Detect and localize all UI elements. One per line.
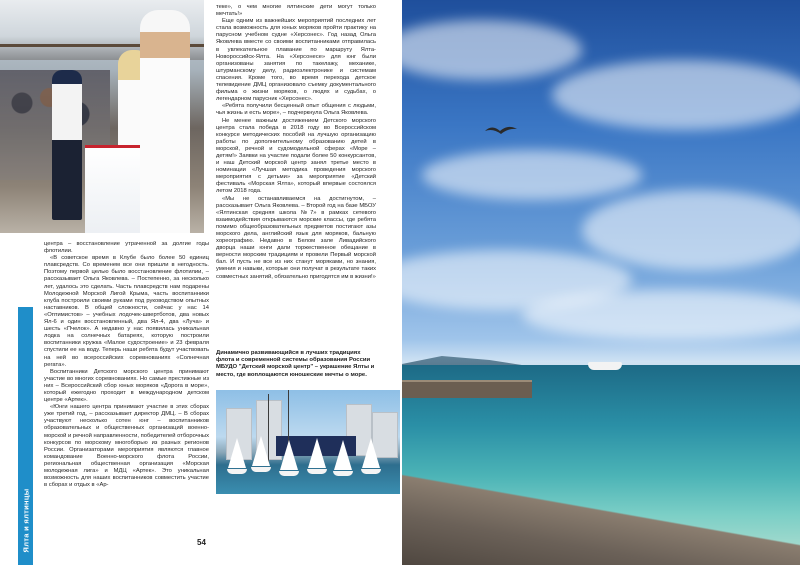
paragraph: Воспитанники Детского морского центра принимают участие во многих соревнованиях. Но самые престижные из них – Всероссийский сбор юных моряков «Дорога в море», который ежегодно проходит в международном детском центре «Артек». (44, 368, 209, 404)
sail-shape (252, 436, 270, 466)
cloud (522, 290, 800, 340)
boat-hull (307, 469, 327, 474)
section-label-text: Ялта и ялтинцы (21, 488, 31, 553)
naval-officer-figure (140, 10, 190, 233)
pebble-shore (402, 470, 800, 565)
paragraph: теке», о чем многие ялтинские дети могут только мечтать!» (216, 4, 376, 18)
paragraph: центра – восстановление утраченной за долгие годы флотилии. (44, 241, 209, 255)
seagull-icon (484, 123, 518, 137)
boat-hull (361, 469, 381, 474)
sail-shape (228, 438, 246, 468)
photo-caption: Динамично развивающийся в лучших традициях флота и современной системы образования России МБУДО "Детский морской центр" – украшение Ялты и место, где воплощаются юношеские мечты о море. (216, 350, 375, 378)
boat-hull (251, 467, 271, 472)
page-number: 54 (197, 538, 206, 547)
paragraph: «Мы не останавливаемся на достигнутом, – рассказывает Ольга Яковлева. – Второй год на базе МБОУ «Ялтинская средняя школа №7» в рамках сетевого взаимодействия открываются морские классы, где ребята помимо общеобразовательных предметов постигают азы морского дела, английский язык для моряков, бальную хореографию. Недавно в Белом зале Ливадийского дворца наши юнги дали торжественное обещание в верности морским традициям и провели Первый морской бал. И пусть не все из них станут моряками, но знания, умения и навыки, которые они получат в результате таких совместных занятий, обязательно пригодятся им в жизни!» (216, 195, 376, 280)
sail-shape (308, 438, 326, 468)
paragraph: «Ребята получили бесценный опыт общения с людьми, чья жизнь и есть море», – подчеркнула Ольга Яковлева. (216, 103, 376, 117)
ceremony-photo (0, 0, 204, 233)
distant-ship (588, 362, 622, 370)
seascape-photo (402, 0, 800, 565)
sail-shape (334, 440, 352, 470)
boy-in-uniform-figure (52, 70, 82, 220)
cloud (552, 60, 800, 130)
text-column-1 (44, 241, 209, 546)
paragraph: «Юнги нашего центра принимают участие в этих сборах уже третий год, – рассказывает директор ДМЦ. – В сборах участвуют несколько сотен юнг – воспитанников образовательных и общественных организаций военно-морской и речной направленности, победителей отборочных конкурсов по морскому многоборью из разных регионов России. Организаторами мероприятия являются главное командование Военно-морского флота России, региональная общественная организация «Морская молодежная лига» и МДЦ «Артек». Это уникальная возможность для наших воспитанников совместить участие в сборах и отдых в «Ар- (44, 404, 209, 489)
cloud (422, 150, 642, 200)
sailboats-photo (216, 390, 400, 494)
cloud (402, 20, 582, 80)
sail-shape (280, 440, 298, 470)
boat-hull (333, 471, 353, 476)
text-column-2 (216, 4, 376, 384)
paragraph: Еще одним из важнейших мероприятий последних лет стала возможность для юных моряков пройти практику на парусном учебном судне «Херсонес». Год назад Ольга Яковлева вместе со своими воспитанниками отправилась в увлекательное плавание по маршруту Ялта-Новороссийск-Ялта. На «Херсонесе» для юнг были организованы занятия по такелажу, механике, штурманскому делу, радиоэлектронике и системам спасения. Кроме того, во время перехода детское телевидение ДМЦ организовало съемку документального фильма о жизни моряков, о людях и судьбах, о легендарном парусник «Херсонес». (216, 18, 376, 103)
paragraph: Не менее важным достижением Детского морского центра стала победа в 2018 году во Всероссийском конкурсе методических пособий на лучшую организацию работы по дополнительному образованию детей в морской, речной и судомодельной сферах «Море – детям!» Заявки на участие подали более 50 конкурсантов, и наш Детский морской центр занял третье место в номинации «Лучшая методика проведения морского мероприятия с детьми» за мероприятие «Детский фестиваль «Морская Ялта», который впервые состоялся летом 2018 года. (216, 117, 376, 195)
boat-hull (227, 469, 247, 474)
pier (402, 382, 532, 398)
paragraph: «В советское время в Клубе было более 50 единиц плавсредств. Со временем все они пришли в негодность. Поэтому первой целью было восстановление флотилии, – рассказывает Ольга Яковлева. – Постепенно, за несколько лет, удалось это сделать. Часть плавсредств нам подарены Молодежной Морской Лигой Крыма, часть воспитанники клуба построили своими руками под руководством опытных наставников. В общей сложности, сейчас у нас 14 «Оптимистов» – учебных лодочек-швертботов, два новых Ял-6 и один восстановленный, два Ял-4, два «Луча» и шесть «Пчелок». А недавно у нас появилась уникальная лодка на солнечных батареях, которую построили воспитанники кружка «Малое судостроение» и 23 февраля спустили ее на воду. Теперь наши ребята будут участвовать на ней во всероссийских соревнованиях «Солнечная регата». (44, 255, 209, 368)
boat-hull (279, 471, 299, 476)
cloud (582, 190, 800, 270)
sail-shape (362, 438, 380, 468)
section-label (18, 307, 33, 565)
